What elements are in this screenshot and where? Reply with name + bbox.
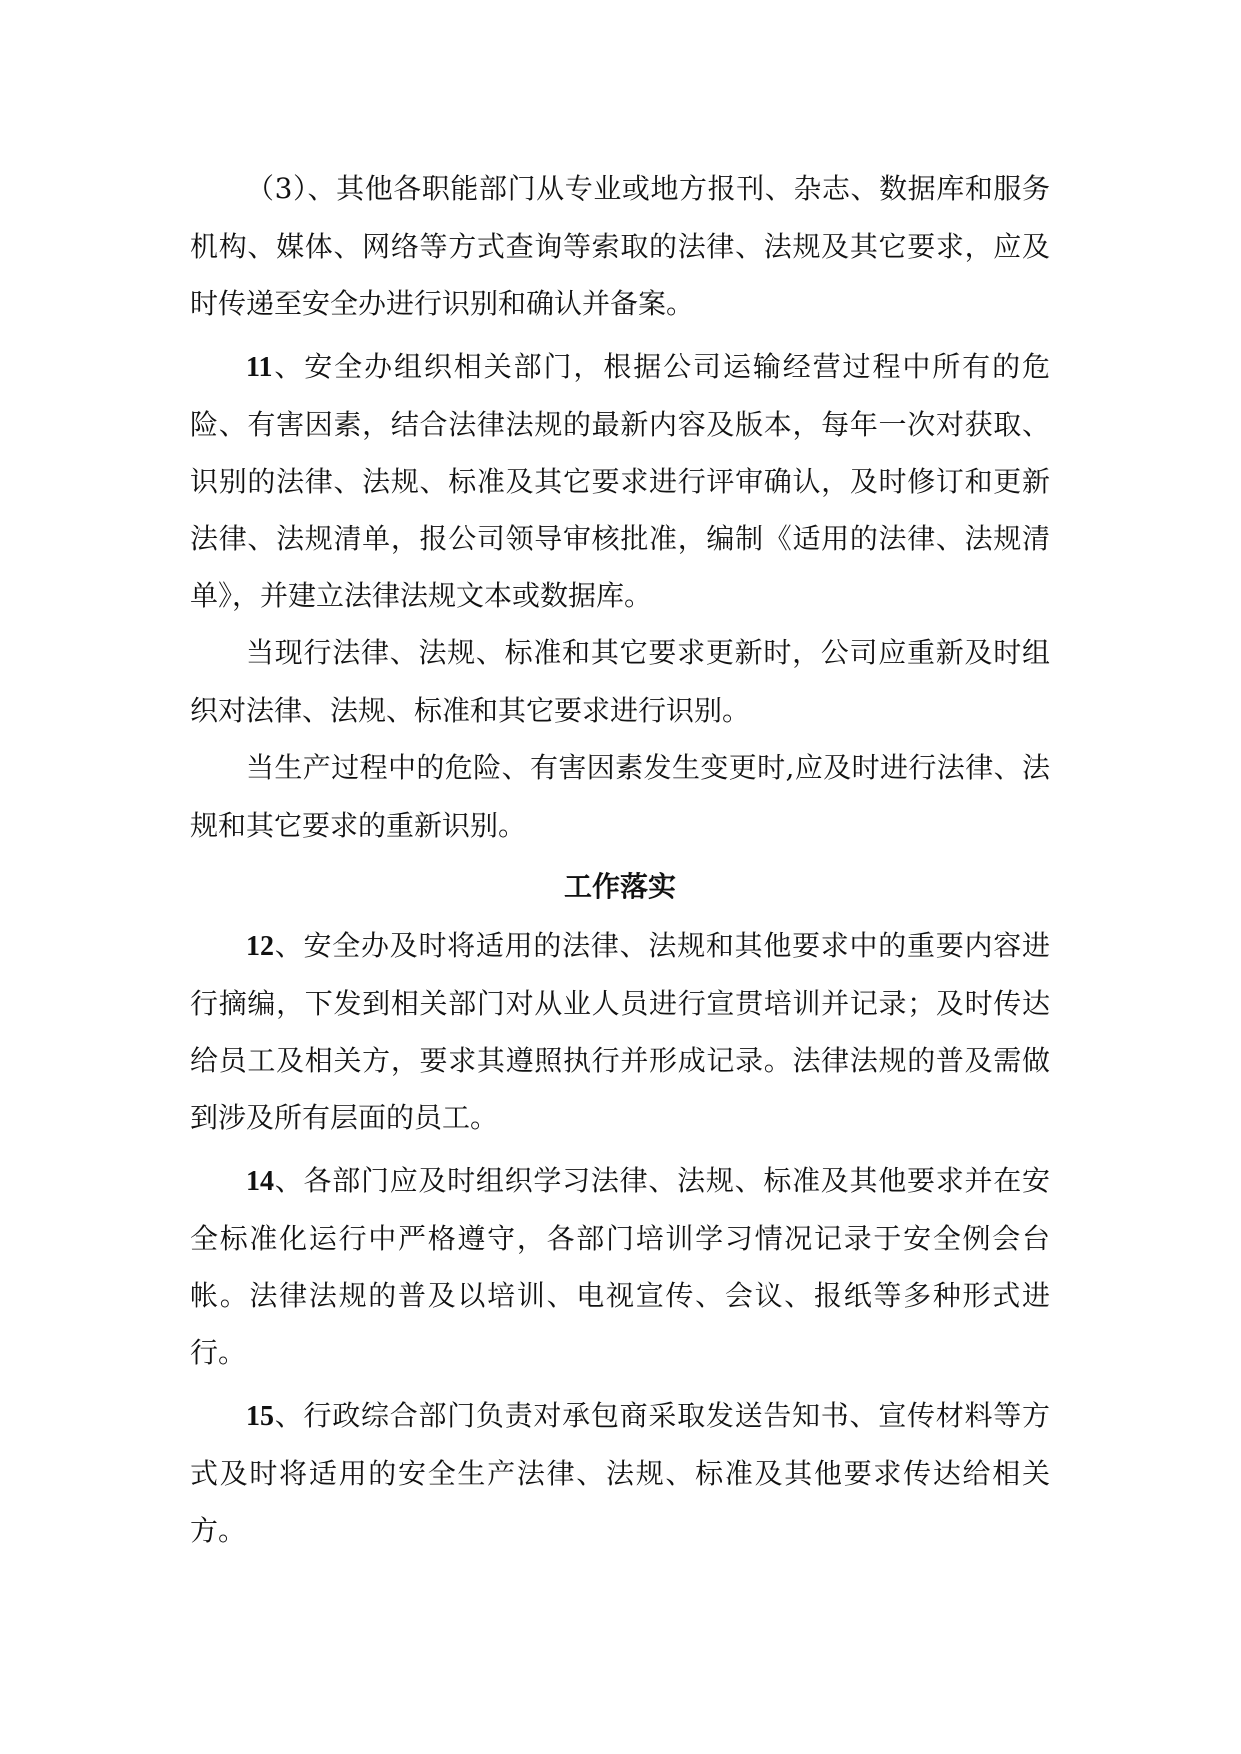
paragraph-text: 、行政综合部门负责对承包商采取发送告知书、宣传材料等方式及时将适用的安全生产法律、法规、标准及其他要求传达给相关方。 <box>190 1399 1050 1547</box>
paragraph-14 <box>190 1152 1050 1381</box>
paragraph-change-rule <box>190 739 1050 854</box>
paragraph-text: 当现行法律、法规、标准和其它要求更新时，公司应重新及时组织对法律、法规、标准和其它要求进行识别。 <box>190 636 1050 727</box>
document-page <box>190 160 1050 1559</box>
paragraph-text: 、各部门应及时组织学习法律、法规、标准及其他要求并在安全标准化运行中严格遵守，各部门培训学习情况记录于安全例会台帐。法律法规的普及以培训、电视宣传、会议、报纸等多种形式进行。 <box>190 1164 1050 1369</box>
paragraph-number: 11 <box>246 352 273 383</box>
paragraph-update-rule <box>190 624 1050 739</box>
paragraph-number: 12 <box>246 931 274 962</box>
paragraph-number: 15 <box>246 1401 274 1432</box>
paragraph-text: 当生产过程中的危险、有害因素发生变更时,应及时进行法律、法规和其它要求的重新识别。 <box>190 751 1050 842</box>
paragraph-number: 14 <box>246 1166 274 1197</box>
section-heading: 工作落实 <box>563 870 676 903</box>
paragraph-text: 、安全办及时将适用的法律、法规和其他要求中的重要内容进行摘编，下发到相关部门对从业人员进行宣贯培训并记录；及时传达给员工及相关方，要求其遵照执行并形成记录。法律法规的普及需做到涉及所有层面的员工。 <box>190 929 1050 1134</box>
paragraph-11 <box>190 338 1050 624</box>
paragraph-text: 、安全办组织相关部门，根据公司运输经营过程中所有的危险、有害因素，结合法律法规的最新内容及版本，每年一次对获取、识别的法律、法规、标准及其它要求进行评审确认，及时修订和更新法律、法规清单，报公司领导审核批准，编制《适用的法律、法规清单》，并建立法律法规文本或数据库。 <box>190 350 1050 612</box>
paragraph-text: （3）、其他各职能部门从专业或地方报刊、杂志、数据库和服务机构、媒体、网络等方式查询等索取的法律、法规及其它要求，应及时传递至安全办进行识别和确认并备案。 <box>190 172 1050 320</box>
paragraph-15 <box>190 1387 1050 1559</box>
paragraph-item-3 <box>190 160 1050 332</box>
paragraph-12 <box>190 917 1050 1146</box>
